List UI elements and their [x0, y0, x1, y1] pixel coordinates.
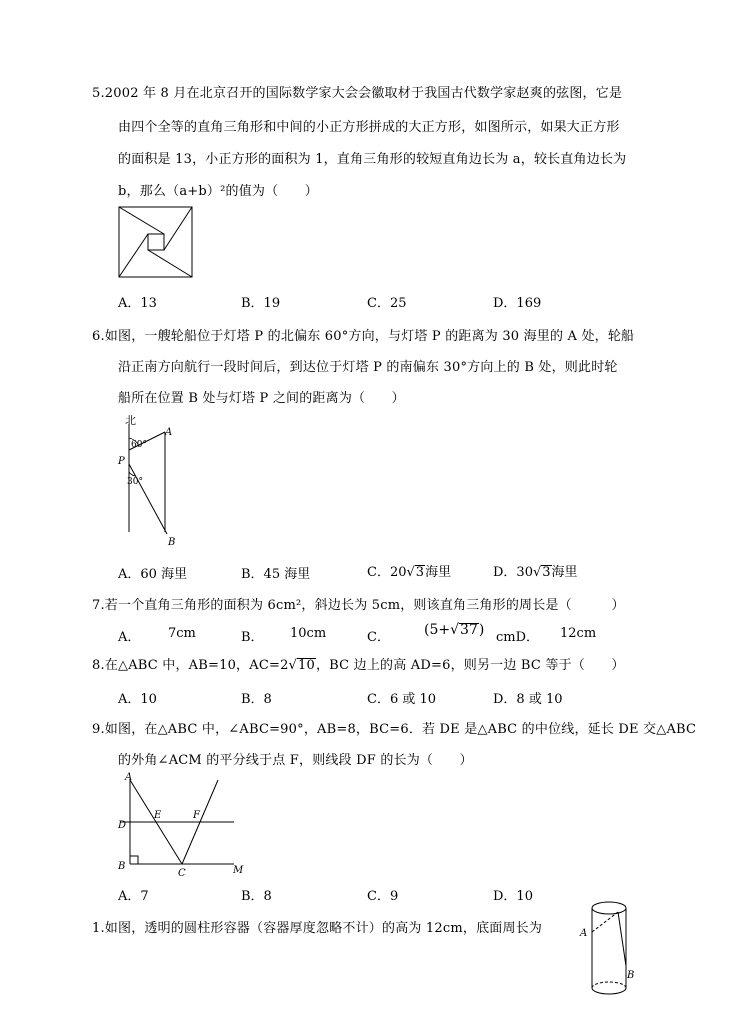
q7-option-c-unit-d-label: cmD． [496, 630, 540, 645]
q9-point-f-label: F [193, 810, 200, 821]
q7-line1: 7.若一个直角三角形的面积为 6cm²，斜边长为 5cm，则该直角三角形的周长是（ ） [92, 598, 625, 613]
q6-point-b-label: B [168, 537, 176, 548]
q6-option-c: C．20√3海里 [367, 565, 452, 580]
q9-figure-triangle [114, 772, 249, 877]
q5-line1: 5.2002 年 8 月在北京召开的国际数学家大会会徽取材于我国古代数学家赵爽的弦图，它是 [92, 86, 623, 101]
q5-line3: 的面积是 13，小正方形的面积为 1，直角三角形的较短直角边长为 a，较长直角边长为 [118, 152, 627, 167]
q6-angle-30-label: 30° [127, 477, 143, 487]
q9-option-a: A．7 [118, 889, 149, 904]
q6-line2: 沿正南方向航行一段时间后，到达位于灯塔 P 的南偏东 30°方向上的 B 处，则此时轮 [118, 360, 618, 375]
q9-point-b-label: B [118, 861, 126, 872]
q1-figure-cylinder [578, 898, 640, 1002]
q7-option-d-value: 12cm [560, 626, 597, 641]
q6-point-p-label: P [118, 456, 125, 467]
q8-option-c: C．6 或 10 [367, 692, 437, 707]
q5-line2: 由四个全等的直角三角形和中间的小正方形拼成的大正方形，如图所示，如果大正方形 [118, 120, 620, 135]
q7-option-b-value: 10cm [290, 626, 327, 641]
q5-option-a: A．13 [118, 296, 157, 311]
q5-figure-zhao-shuang-diagram [118, 206, 194, 278]
q7-option-b-label: B． [241, 630, 264, 645]
q8-option-b: B．8 [241, 692, 272, 707]
q5-option-d: D．169 [493, 296, 542, 311]
q7-option-a-value: 7cm [168, 626, 196, 641]
q9-option-b: B．8 [241, 889, 272, 904]
q1-line1: 1.如图，透明的圆柱形容器（容器厚度忽略不计）的高为 12cm，底面周长为 [92, 921, 543, 936]
q5-option-c: C．25 [367, 296, 407, 311]
q9-point-e-label: E [154, 810, 162, 821]
q6-line3: 船所在位置 B 处与灯塔 P 之间的距离为（ ） [118, 391, 405, 406]
q6-north-label: 北 [125, 414, 136, 427]
q9-point-d-label: D [118, 820, 127, 831]
q6-option-d: D．30√3海里 [493, 565, 578, 580]
q7-option-a-label: A． [118, 630, 141, 645]
q1-point-a-label: A [580, 928, 588, 939]
q6-option-a: A．60 海里 [118, 567, 188, 582]
q9-point-a-label: A [125, 772, 133, 783]
q6-line1: 6.如图，一艘轮船位于灯塔 P 的北偏东 60°方向，与灯塔 P 的距离为 30 海里的 A 处，轮船 [92, 329, 635, 344]
q9-line2: 的外角∠ACM 的平分线于点 F，则线段 DF 的长为（ ） [118, 753, 473, 768]
q8-option-a: A．10 [118, 692, 157, 707]
q9-line1: 9.如图，在△ABC 中，∠ABC=90°，AB=8，BC=6．若 DE 是△ABC 的中位线，延长 DE 交△ABC [92, 722, 697, 737]
q8-option-d: D．8 或 10 [493, 692, 563, 707]
q9-option-d: D．10 [493, 889, 533, 904]
q8-line: 8.在△ABC 中，AB=10，AC=2√10，BC 边上的高 AD=6，则另一边 BC 等于（ ） [92, 658, 625, 673]
q9-option-c: C．9 [367, 889, 399, 904]
q7-option-c-value: (5+√37) [424, 622, 485, 638]
q9-point-c-label: C [178, 868, 186, 879]
q7-option-c-label: C． [367, 630, 390, 645]
q6-point-a-label: A [165, 427, 173, 438]
q6-angle-60-label: 60° [131, 440, 147, 450]
q5-option-b: B．19 [241, 296, 281, 311]
q6-figure-lighthouse [115, 412, 185, 552]
q9-point-m-label: M [233, 865, 244, 876]
q1-point-b-label: B [627, 970, 635, 981]
q6-option-b: B．45 海里 [241, 567, 311, 582]
q5-line4: b，那么（a+b）²的值为（ ） [118, 184, 318, 199]
